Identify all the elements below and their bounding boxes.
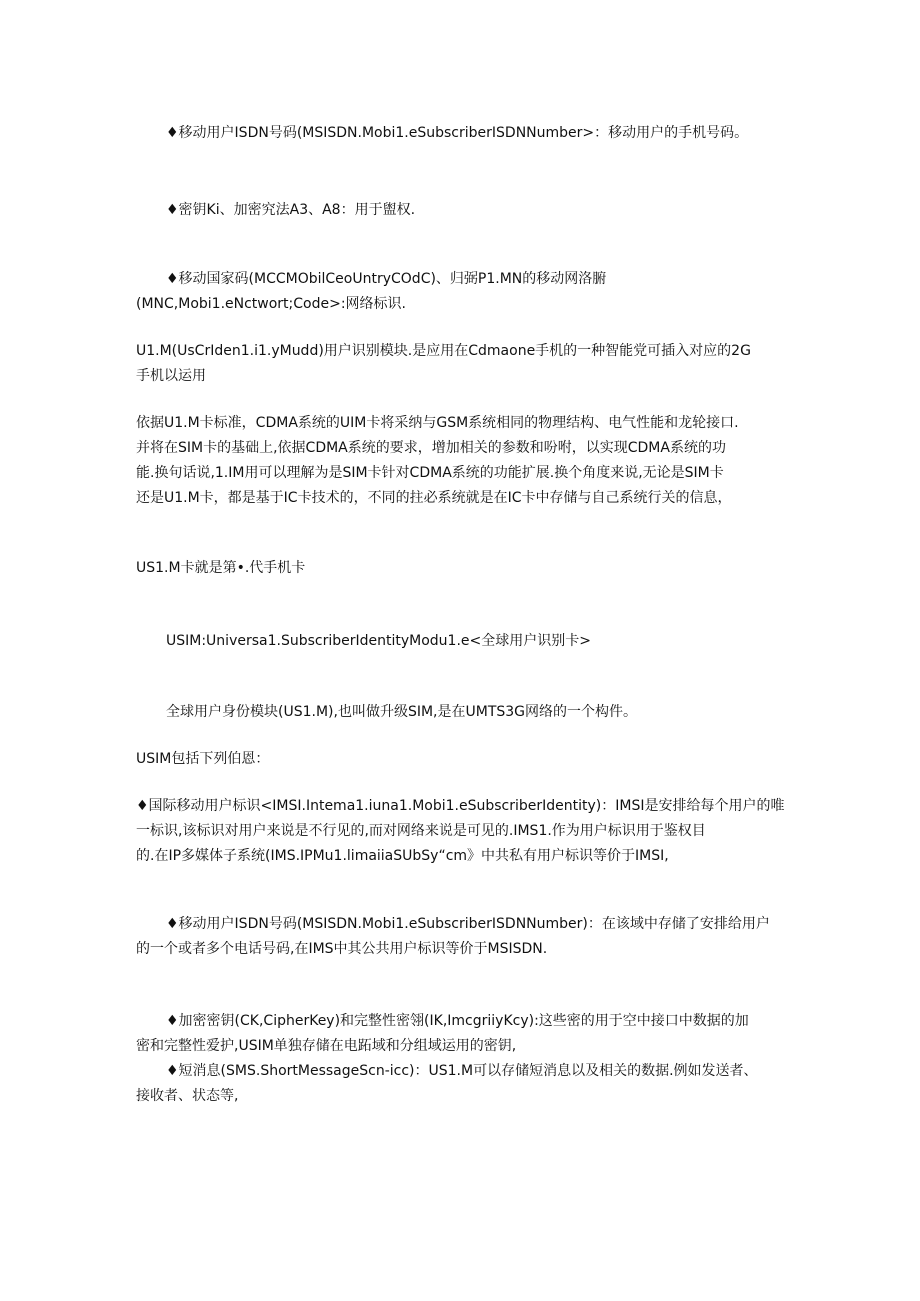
text-line: 依据U1.M卡标准，CDMA系统的UIM卡将采纳与GSM系统相同的物理结构、电气性能和龙轮接口. <box>136 415 739 431</box>
text-line: 并将在SIM卡的基础上,依据CDMA系统的要求，增加相关的参数和吩咐，以实现CDMA系统的功 <box>136 440 726 456</box>
text-line: 的.在IP多媒体子系统(IMS.IPMu1.limaiiaSUbSy“cm》中共私有用户标识等价于IMSI, <box>136 848 669 864</box>
text-line: 一标识,该标识对用户来说是不行见的,而对网络来说是可见的.IMS1.作为用户标识用于鉴权目 <box>136 823 706 839</box>
text-line: (MNC,Mobi1.eNctwort;Code>:网络标识. <box>136 296 407 312</box>
text-line: ♦移动用户ISDN号码(MSISDN.Mobi1.eSubscriberISDNNumber>：移动用户的手机号码。 <box>166 125 749 141</box>
text-line: ♦短消息(SMS.ShortMessageScn-icc)：US1.M可以存储短消息以及相关的数据.例如发送者、 <box>166 1063 758 1079</box>
text-line: ♦密钥Ki、加密究法A3、A8：用于盥权. <box>166 202 416 218</box>
text-line: 还是U1.M卡，都是基于IC卡技术的，不同的拄必系统就是在IC卡中存储与自己系统行关的信息， <box>136 490 732 506</box>
text-line: U1.M(UsCrIden1.i1.yMudd)用户识别模块.是应用在Cdmaone手机的一种智能党可插入对应的2G <box>136 343 751 359</box>
text-line: 的一个或者多个电话号码,在IMS中其公共用户标识等价于MSISDN. <box>136 941 548 957</box>
text-line: ♦国际移动用户标识<IMSI.Intema1.iuna1.Mobi1.eSubscriberIdentity)：IMSI是安排给每个用户的唯 <box>136 798 785 814</box>
text-line: US1.M卡就是第•.代手机卡 <box>136 560 306 576</box>
text-line: USIM包括下列伯恩： <box>136 751 270 767</box>
text-line: ♦移动国家码(MCCMObilCeoUntryCOdC)、归弼P1.MN的移动网洛腑 <box>166 271 607 287</box>
text-line: ♦加密密钥(CK,CipherKey)和完整性密翎(IK,ImcgriiyKcy):这些密的用于空中接口中数据的加 <box>166 1013 749 1029</box>
text-line: ♦移动用户ISDN号码(MSISDN.Mobi1.eSubscriberISDNNumber)：在该域中存储了安排给用户 <box>166 916 770 932</box>
text-line: 手机以运用 <box>136 368 206 384</box>
text-line: 能.换句话说,1.IM用可以理解为是SIM卡针对CDMA系统的功能扩展.换个角度来说,无论是SIM卡 <box>136 465 724 481</box>
text-line: USIM:Universa1.SubscriberIdentityModu1.e<全球用户识别卡> <box>166 633 591 649</box>
text-line: 接收者、状态等, <box>136 1088 239 1104</box>
text-line: 全球用户身份模块(US1.M),也叫做升级SIM,是在UMTS3G网络的一个构件。 <box>166 704 638 720</box>
text-line: 密和完整性爱护,USIM单独存储在电跖域和分组域运用的密钥, <box>136 1038 517 1054</box>
